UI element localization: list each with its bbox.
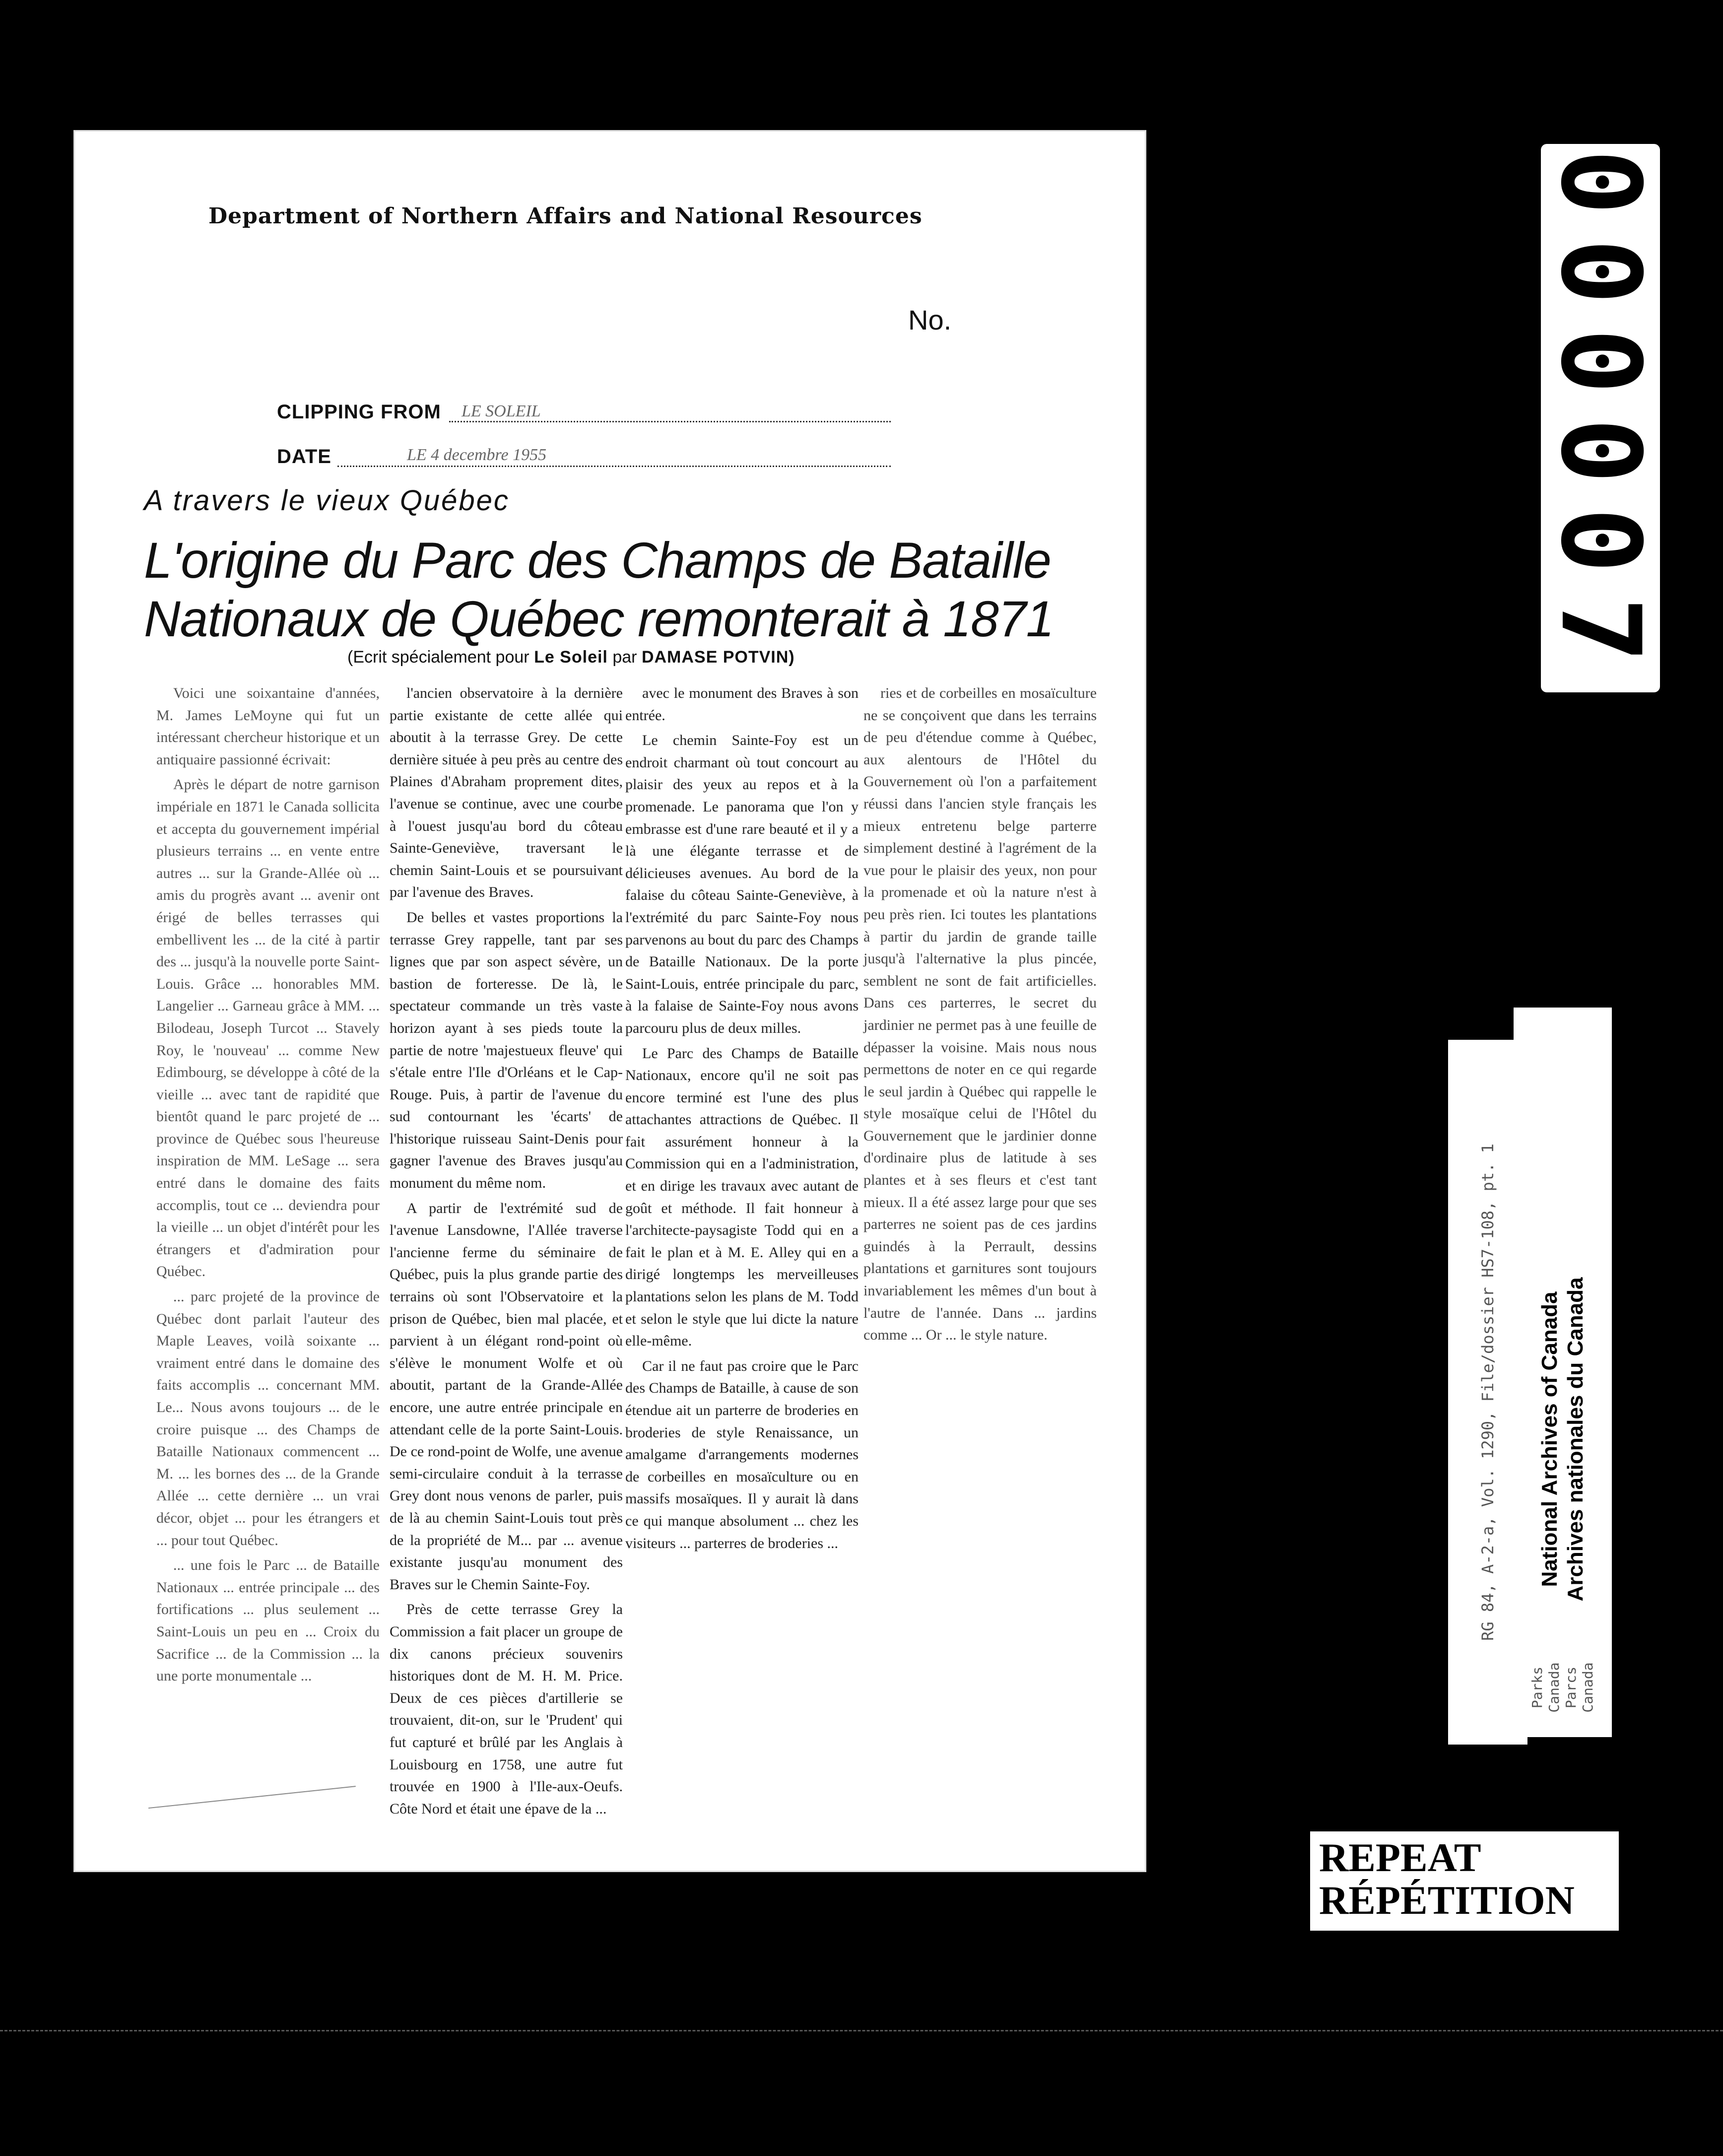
institution-fr: Archives nationales du Canada [1563,1277,1588,1602]
paragraph: avec le monument des Braves à son entrée. [625,685,859,724]
clipping-from-label: CLIPPING FROM [277,401,441,423]
paragraph: ries et de corbeilles en mosaïculture ne se conçoivent que dans les terrains de peu d'étendue comme à Québec, aux alentours de l'Hôtel du Gouvernement où l'on a parfaitement réussi dans l'ancien style français les mieux entretenu belge parterre simplement destiné à l'agrément de la vue pour le plaisir des yeux, non pour la promenade et où la nature n'est à peu près rien. Ici toutes les plantations à partir du jardin de grande taille jusqu'à l'alternative la plus pincée, semblent ne sont de fait artificielles. Dans ces parterres, le secret du jardinier ne permet pas à une feuille de dépasser la voisine. Mais nous nous permettons de noter en ce qui regarde le seul jardin à Québec qui rappelle le style mosaïque celui de l'Hôtel du Gouvernement que le jardinier donne d'ordinaire plus de latitude à ses plantes et à ses fleurs et c'est tant mieux. Il a été assez large pour que ses parterres ne soient pas de ces jardins guindés à la Perrault, dessins plantations et garnitures sont toujours invariablement les mêmes d'un bout à l'autre de l'année. Dans ... jardins comme ... Or ... le style nature. [863,685,1097,1344]
frame-number: 000007 [1537,149,1664,687]
article-column-1 [156,682,380,1779]
parks-en: Parks Canada [1529,1662,1562,1713]
parks-label [1529,1638,1596,1737]
date-label: DATE [277,446,331,468]
paragraph: De belles et vastes proportions la terrasse Grey rappelle, tant par ses lignes que par son aspect sévère, un bastion de forteresse. De là, le spectateur commande un très vaste horizon ayant à ses pieds toute la partie de notre 'majestueux fleuve' qui s'étale entre l'Ile d'Orléans et le Cap-Rouge. Puis, à partir de l'avenue du sud contournant les 'écarts' de l'historique ruisseau Saint-Denis pour gagner l'avenue des Braves jusqu'au monument du même nom. [390,909,623,1192]
clipping-from-line [449,421,891,422]
archives-institution [1537,1216,1589,1663]
archives-label-strip [1514,1008,1612,1737]
byline-par: par [612,648,637,667]
paragraph: l'ancien observatoire à la dernière partie existante de cette allée qui aboutit à la terrasse Grey. De cette dernière située à peu près au centre des Plaines d'Abraham proprement dites, l'avenue se continue, avec une courbe à l'ouest jusqu'au bord du côteau Sainte-Geneviève, traversant le chemin Saint-Louis et se poursuivant par l'avenue des Braves. [390,685,623,901]
article-column-2 [390,682,623,1817]
frame-number-stamp [1537,144,1664,692]
archive-reference: RG 84, A-2-a, Vol. 1290, File/dossier HS7-108, pt. 1 [1478,1144,1497,1641]
byline-paper: Le Soleil [534,648,608,667]
date-line [337,466,891,467]
clipping-number-label: No. [908,304,952,336]
paragraph: Car il ne faut pas croire que le Parc des Champs de Bataille, à cause de son étendue ait un parterre de broderies en broderies de style Renaissance, un amalgame d'arrangements modernes de corbeilles en mosaïculture ou en massifs mosaïques. Il y aurait là dans ce qui manque absolument ... chez les visiteurs ... parterres de broderies ... [625,1357,859,1551]
paragraph: A partir de l'extrémité sud de l'avenue Lansdowne, l'Allée traverse l'ancienne ferme du séminaire de Québec, puis la plus grande partie des terrains où sont l'Observatoire et la prison de Québec, bien mal placée, et parvient à un élégant rond-point où s'élève le monument Wolfe et où aboutit, partant de la Grande-Allée encore, une autre entrée principale en attendant celle de la porte Saint-Louis. De ce rond-point de Wolfe, une avenue semi-circulaire conduit à la terrasse Grey dont nous venons de parler, puis de là au chemin Saint-Louis tout près de la propriété de M... par ... avenue existante jusqu'au monument des Braves sur le Chemin Sainte-Foy. [390,1200,623,1593]
date-value: LE 4 decembre 1955 [407,446,547,464]
paragraph: ... une fois le Parc ... de Bataille Nationaux ... entrée principale ... des fortifications ... plus seulement ... Saint-Louis un peu en ... Croix du Sacrifice ... de la Commission ... la une porte monumentale ... [156,1557,380,1684]
institution-en: National Archives of Canada [1537,1291,1562,1587]
film-edge-line [0,2030,1723,2031]
repeat-en: REPEAT [1319,1835,1481,1880]
byline-author: DAMASE POTVIN) [641,648,795,667]
paragraph: Voici une soixantaine d'années, M. James LeMoyne qui fut un intéressant chercheur historique et un antiquaire passionné écrivait: [156,685,380,768]
paragraph: Le Parc des Champs de Bataille Nationaux, encore qu'il ne soit pas encore terminé est l'une des plus attachantes attractions de Québec. Il fait assurément honneur à la Commission qui en a l'administration, et en dirige les travaux avec autant de goût et méthode. Il fait honneur à l'architecte-paysagiste Todd qui en a fait le plan et à M. E. Alley qui en a dirigé longtemps les merveilleuses plantations selon les plans de M. Todd et selon le style que lui dicte la nature elle-même. [625,1045,859,1349]
parks-fr: Parcs Canada [1563,1662,1596,1713]
repeat-label [1310,1831,1619,1931]
paragraph: Après le départ de notre garnison impériale en 1871 le Canada sollicita et accepta du gouvernement impérial plusieurs terrains ... en vente entre autres ... sur la Grande-Allée où ... amis du progrès avant ... avenir ont érigé de belles terrasses qui embellivent les ... de la cité à partir des ... jusqu'à la nouvelle porte Saint-Louis. Grâce ... honorables MM. Langelier ... Garneau grâce à MM. ... Bilodeau, Joseph Turcot ... Stavely Roy, le 'nouveau' ... comme New Edimbourg, se développe à côté de la vieille ... avec tant de rapidité que bientôt quand le parc projeté de ... province de Québec sous l'heureuse inspiration de MM. LeSage ... sera entré dans le domaine des faits accomplis, tout ce ... deviendra pour la vieille ... un objet d'intérêt pour les étrangers et d'admiration pour Québec. [156,776,380,1280]
article-column-3 [625,682,859,1551]
article-kicker: A travers le vieux Québec [144,484,510,517]
clipping-from-value: LE SOLEIL [462,402,541,420]
byline-prefix: (Ecrit spécialement pour [347,648,530,667]
paragraph: Le chemin Sainte-Foy est un endroit charmant où tout concourt au plaisir des yeux au repos et à la promenade. Le panorama que l'on y embrasse est d'une rare beauté et il y a là une élégante terrasse et de délicieuses avenues. Au bord de la falaise du côteau Sainte-Geneviève, à l'extrémité du parc Sainte-Foy nous parvenons au bout du parc des Champs de Bataille Nationaux. De la porte Saint-Louis, entrée principale du parc, à la falaise de Sainte-Foy nous avons parcouru plus de deux milles. [625,732,859,1036]
paragraph: ... parc projeté de la province de Québec dont parlait l'auteur des Maple Leaves, voilà soixante ... vraiment entré dans le domaine des faits accomplis ... concernant MM. Le... Nous avons toujours ... de le croire puisque ... des Champs de Bataille Nationaux commencent ... M. ... les bornes des ... de la Grande Allée ... cette dernière ... un vrai décor, objet ... pour les étrangers et ... pour tout Québec. [156,1288,380,1549]
department-header: Department of Northern Affairs and National Resources [208,203,923,229]
paragraph: Près de cette terrasse Grey la Commission a fait placer un groupe de dix canons précieux souvenirs historiques dont de M. H. M. Price. Deux de ces pièces d'artillerie se trouvaient, dit-on, sur le 'Prudent' qui fut capturé et brûlé par les Anglais à Louisbourg en 1758, une autre fut trouvée en 1900 à l'Ile-aux-Oeufs. Côte Nord et était une épave de la ... [390,1601,623,1817]
repeat-fr: RÉPÉTITION [1319,1878,1575,1923]
article-headline: L'origine du Parc des Champs de Bataille Nationaux de Québec remonterait à 1871 [144,532,1054,647]
article-byline [347,648,795,667]
article-column-4 [863,682,1097,1344]
